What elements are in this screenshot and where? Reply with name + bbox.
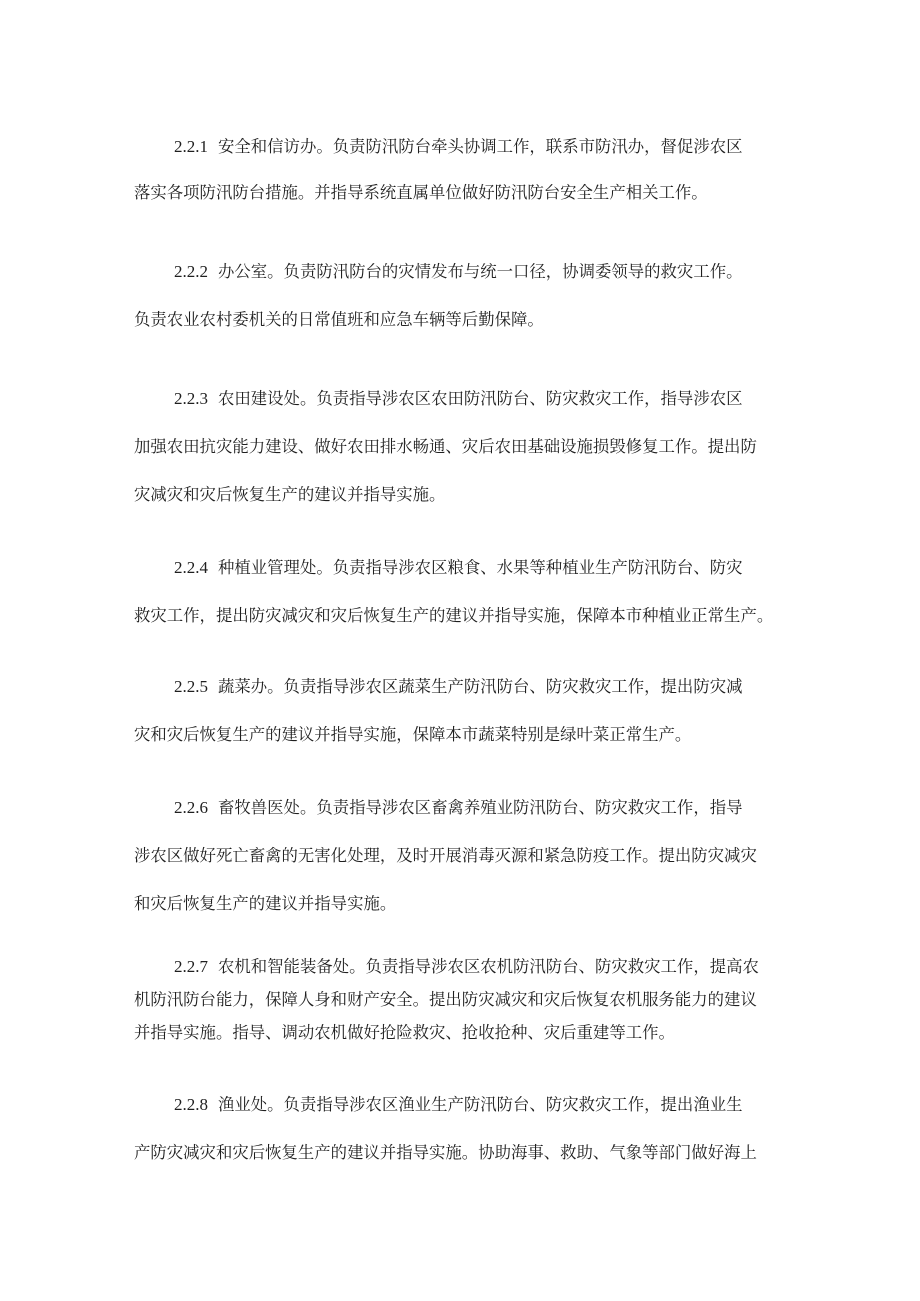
section-2-2-2	[134, 248, 786, 344]
section-number: 2.2.2	[174, 262, 208, 281]
section-2-2-6	[134, 784, 786, 928]
section-line: 并指导实施。指导、调动农机做好抢险救灾、抢收抢种、灾后重建等工作。	[134, 1023, 675, 1042]
section-line: 灾减灾和灾后恢复生产的建议并指导实施。	[134, 485, 446, 504]
section-line: 农机和智能装备处。负责指导涉农区农机防汛防台、防灾救灾工作，提高农	[218, 957, 759, 976]
section-line: 负责农业农村委机关的日常值班和应急车辆等后勤保障。	[134, 310, 544, 329]
section-number: 2.2.1	[174, 137, 208, 156]
section-2-2-3	[134, 375, 786, 519]
section-2-2-8	[134, 1081, 786, 1177]
section-number: 2.2.6	[174, 798, 208, 817]
section-line: 救灾工作，提出防灾减灾和灾后恢复生产的建议并指导实施，保障本市种植业正常生产。	[134, 606, 774, 625]
section-line: 落实各项防汛防台措施。并指导系统直属单位做好防汛防台安全生产相关工作。	[134, 183, 708, 202]
section-line: 办公室。负责防汛防台的灾情发布与统一口径，协调委领导的救灾工作。	[218, 262, 743, 281]
section-number: 2.2.7	[174, 957, 208, 976]
section-line: 农田建设处。负责指导涉农区农田防汛防台、防灾救灾工作，指导涉农区	[218, 389, 743, 408]
section-line: 涉农区做好死亡畜禽的无害化处理，及时开展消毒灭源和紧急防疫工作。提出防灾减灾	[134, 846, 757, 865]
section-line: 机防汛防台能力，保障人身和财产安全。提出防灾减灾和灾后恢复农机服务能力的建议	[134, 990, 757, 1009]
section-line: 畜牧兽医处。负责指导涉农区畜禽养殖业防汛防台、防灾救灾工作，指导	[218, 798, 743, 817]
section-number: 2.2.3	[174, 389, 208, 408]
section-line: 种植业管理处。负责指导涉农区粮食、水果等种植业生产防汛防台、防灾	[218, 558, 743, 577]
section-number: 2.2.5	[174, 677, 208, 696]
section-line: 蔬菜办。负责指导涉农区蔬菜生产防汛防台、防灾救灾工作，提出防灾减	[218, 677, 743, 696]
section-line: 产防灾减灾和灾后恢复生产的建议并指导实施。协助海事、救助、气象等部门做好海上	[134, 1143, 757, 1162]
section-2-2-4	[134, 544, 786, 640]
section-2-2-5	[134, 663, 786, 759]
section-line: 加强农田抗灾能力建设、做好农田排水畅通、灾后农田基础设施损毁修复工作。提出防	[134, 437, 757, 456]
section-number: 2.2.4	[174, 558, 208, 577]
section-2-2-7	[134, 950, 786, 1049]
section-line: 和灾后恢复生产的建议并指导实施。	[134, 894, 397, 913]
section-line: 渔业处。负责指导涉农区渔业生产防汛防台、防灾救灾工作，提出渔业生	[218, 1095, 743, 1114]
section-number: 2.2.8	[174, 1095, 208, 1114]
section-line: 安全和信访办。负责防汛防台牵头协调工作，联系市防汛办，督促涉农区	[218, 137, 743, 156]
section-line: 灾和灾后恢复生产的建议并指导实施，保障本市蔬菜特别是绿叶菜正常生产。	[134, 725, 692, 744]
section-2-2-1	[134, 124, 786, 216]
